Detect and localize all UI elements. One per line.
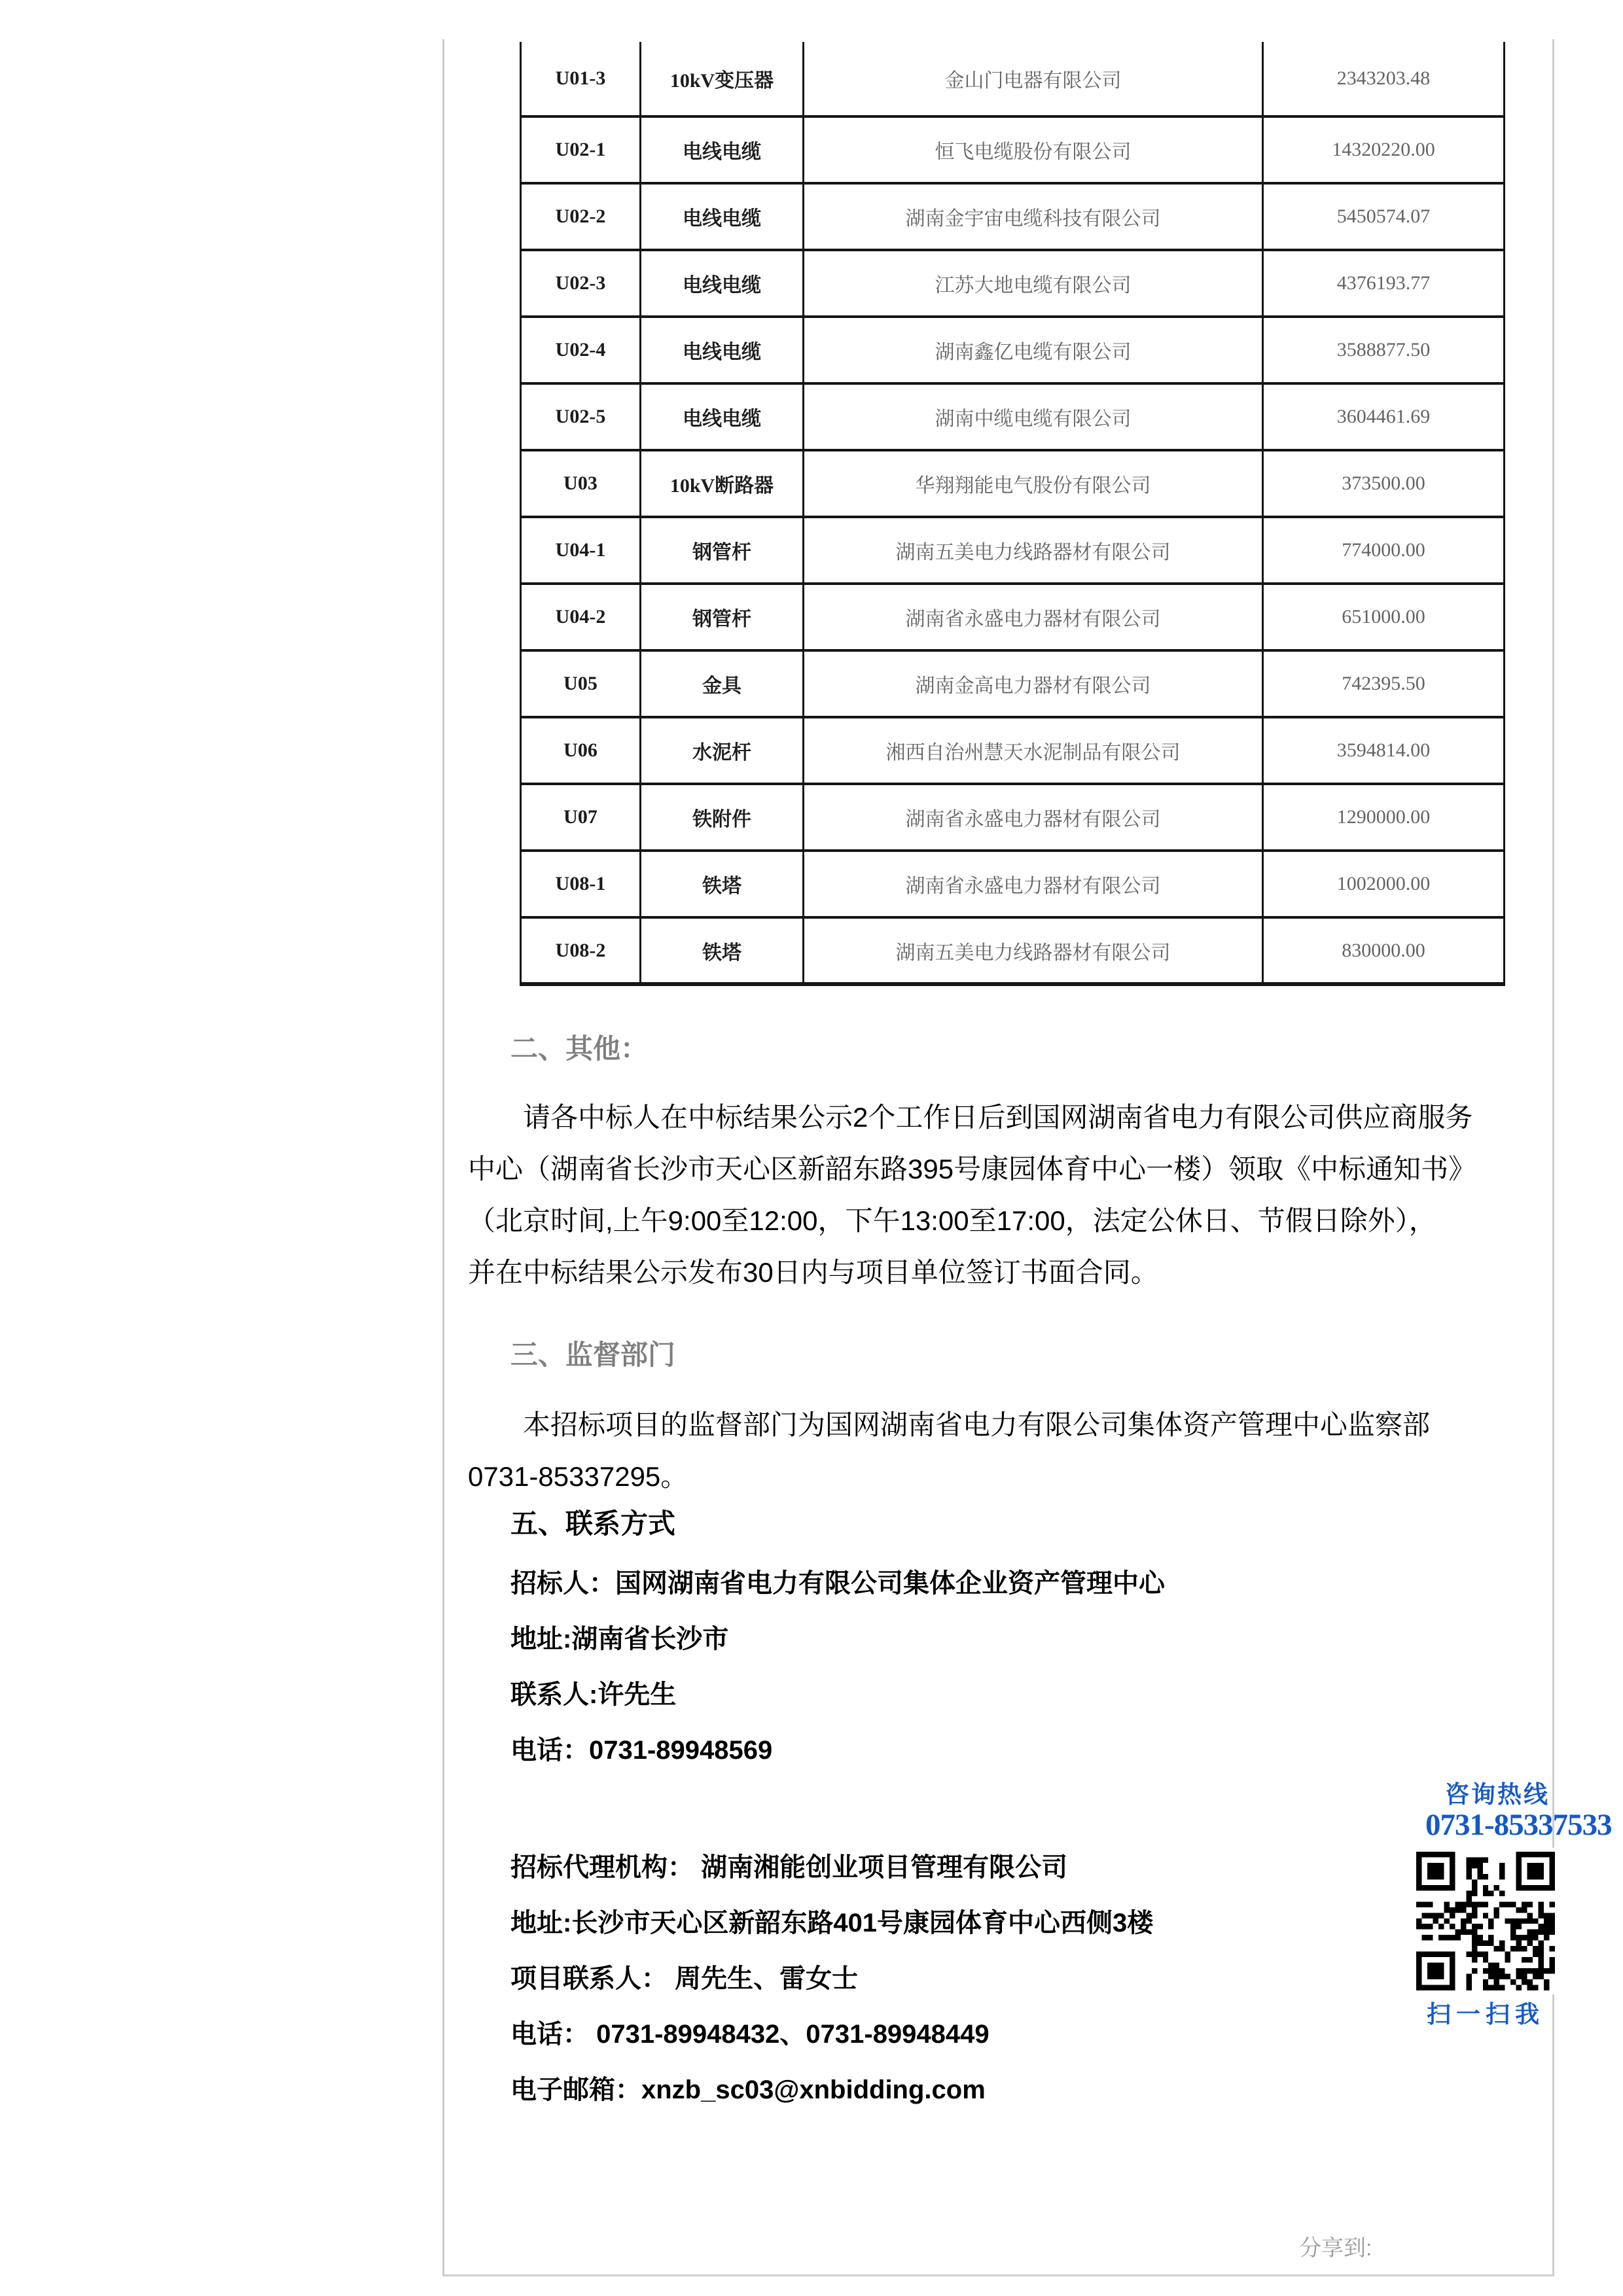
text-line: 项目联系人： 周先生、雷女士 — [510, 1964, 859, 1993]
table-cell: U07 — [521, 784, 641, 851]
table-cell: 湖南五美电力线路器材有限公司 — [804, 917, 1263, 984]
table-cell: 774000.00 — [1263, 517, 1505, 584]
table-cell: 5450574.07 — [1263, 183, 1505, 250]
text-line: 地址:长沙市天心区新韶东路401号康园体育中心西侧3楼 — [510, 1909, 1154, 1937]
table-row — [521, 784, 1505, 851]
table-cell: 电线电缆 — [641, 183, 804, 250]
table-cell: 830000.00 — [1263, 917, 1505, 984]
share-to-label[interactable]: 分享到: — [1299, 2236, 1372, 2261]
text-line: 招标人：国网湖南省电力有限公司集体企业资产管理中心 — [510, 1569, 1165, 1598]
text-line: 电话： 0731-89948432、0731-89948449 — [510, 2020, 990, 2049]
table-row — [521, 317, 1505, 383]
table-cell: 2343203.48 — [1263, 42, 1505, 116]
table-cell: 3588877.50 — [1263, 317, 1505, 383]
table-row — [521, 450, 1505, 517]
table-row — [521, 250, 1505, 317]
table-cell: 651000.00 — [1263, 584, 1505, 650]
table-cell: 金山门电器有限公司 — [804, 42, 1263, 116]
table-row — [521, 584, 1505, 650]
table-row — [521, 42, 1505, 116]
table-cell: 湖南中缆电缆有限公司 — [804, 383, 1263, 450]
table-cell: 湖南金高电力器材有限公司 — [804, 650, 1263, 717]
table-row — [521, 851, 1505, 917]
text-line: 本招标项目的监督部门为国网湖南省电力有限公司集体资产管理中心监察部 — [523, 1409, 1431, 1440]
text-line: （北京时间,上午9:00至12:00，下午13:00至17:00，法定公休日、节假日除外）， — [468, 1205, 1436, 1236]
table-cell: U02-5 — [521, 383, 641, 450]
table-cell: 10kV断路器 — [641, 450, 804, 517]
table-cell: U02-3 — [521, 250, 641, 317]
table-cell: U02-1 — [521, 116, 641, 183]
qr-code — [1412, 1848, 1559, 1994]
text-line: 0731-85337295。 — [468, 1461, 688, 1492]
section-heading-contact: 五、联系方式 — [510, 1508, 676, 1539]
table-cell: U04-2 — [521, 584, 641, 650]
section-heading-supervision: 三、监督部门 — [510, 1339, 676, 1370]
supervision-paragraph — [468, 1399, 1541, 1502]
table-cell: 湖南省永盛电力器材有限公司 — [804, 584, 1263, 650]
table-cell: 江苏大地电缆有限公司 — [804, 250, 1263, 317]
qr-scan-label: 扫一扫我 — [1427, 2001, 1544, 2028]
table-cell: 373500.00 — [1263, 450, 1505, 517]
table-cell: 华翔翔能电气股份有限公司 — [804, 450, 1263, 517]
table-cell: 水泥杆 — [641, 717, 804, 784]
table-cell: 4376193.77 — [1263, 250, 1505, 317]
table-cell: 铁塔 — [641, 917, 804, 984]
table-cell: 742395.50 — [1263, 650, 1505, 717]
contact-block-tenderer — [510, 1556, 1165, 1778]
table-cell: 湖南省永盛电力器材有限公司 — [804, 851, 1263, 917]
table-row — [521, 517, 1505, 584]
text-line: 并在中标结果公示发布30日内与项目单位签订书面合同。 — [468, 1257, 1158, 1288]
table-cell: U01-3 — [521, 42, 641, 116]
table-cell: 1290000.00 — [1263, 784, 1505, 851]
table-cell: U02-2 — [521, 183, 641, 250]
table-cell: 1002000.00 — [1263, 851, 1505, 917]
section-heading-other: 二、其他： — [510, 1033, 649, 1064]
table-cell: 恒飞电缆股份有限公司 — [804, 116, 1263, 183]
table-cell: U04-1 — [521, 517, 641, 584]
table-cell: 湖南省永盛电力器材有限公司 — [804, 784, 1263, 851]
table-cell: 3594814.00 — [1263, 717, 1505, 784]
table-cell: 湖南金宇宙电缆科技有限公司 — [804, 183, 1263, 250]
text-line: 中心（湖南省长沙市天心区新韶东路395号康园体育中心一楼）领取《中标通知书》 — [468, 1154, 1476, 1184]
table-cell: 钢管杆 — [641, 517, 804, 584]
table-cell: 电线电缆 — [641, 317, 804, 383]
text-line: 请各中标人在中标结果公示2个工作日后到国网湖南省电力有限公司供应商服务 — [523, 1102, 1473, 1133]
table-cell: U06 — [521, 717, 641, 784]
table-cell: 铁附件 — [641, 784, 804, 851]
page-bottom-divider — [442, 2274, 1554, 2276]
table-cell: U02-4 — [521, 317, 641, 383]
table-cell: U05 — [521, 650, 641, 717]
other-paragraph — [468, 1091, 1541, 1298]
table-row — [521, 383, 1505, 450]
hotline-label: 咨询热线 — [1445, 1781, 1550, 1808]
contact-block-agency — [510, 1840, 1153, 2118]
table-cell: 3604461.69 — [1263, 383, 1505, 450]
text-line: 电子邮箱：xnzb_sc03@xnbidding.com — [510, 2075, 986, 2104]
table-cell: 14320220.00 — [1263, 116, 1505, 183]
results-table-body — [521, 42, 1505, 984]
table-row — [521, 917, 1505, 984]
text-line: 联系人:许先生 — [510, 1680, 677, 1709]
table-row — [521, 717, 1505, 784]
table-row — [521, 116, 1505, 183]
table-cell: 湖南鑫亿电缆有限公司 — [804, 317, 1263, 383]
table-cell: 电线电缆 — [641, 116, 804, 183]
table-cell: 铁塔 — [641, 851, 804, 917]
table-cell: 金具 — [641, 650, 804, 717]
table-cell: U08-2 — [521, 917, 641, 984]
table-cell: 湖南五美电力线路器材有限公司 — [804, 517, 1263, 584]
text-line: 招标代理机构： 湖南湘能创业项目管理有限公司 — [510, 1853, 1068, 1882]
table-cell: 钢管杆 — [641, 584, 804, 650]
table-cell: U08-1 — [521, 851, 641, 917]
bid-results-table — [520, 42, 1505, 986]
page-left-border — [442, 39, 444, 2276]
table-row — [521, 650, 1505, 717]
table-cell: 电线电缆 — [641, 383, 804, 450]
table-cell: 电线电缆 — [641, 250, 804, 317]
text-line: 电话：0731-89948569 — [510, 1736, 773, 1765]
text-line: 地址:湖南省长沙市 — [510, 1625, 729, 1653]
table-cell: 湘西自治州慧天水泥制品有限公司 — [804, 717, 1263, 784]
table-cell: U03 — [521, 450, 641, 517]
hotline-number: 0731-85337533 — [1425, 1808, 1612, 1842]
table-row — [521, 183, 1505, 250]
table-cell: 10kV变压器 — [641, 42, 804, 116]
